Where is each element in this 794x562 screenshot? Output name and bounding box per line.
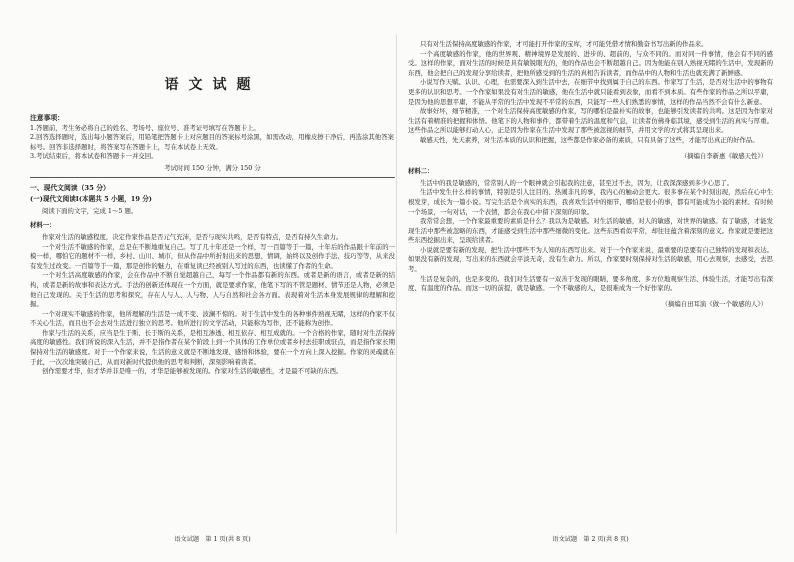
- source-citation: （摘编自李新惠《敏感天性》）: [680, 151, 767, 160]
- time-score: 考试时间 150 分钟，满分 150 分: [164, 163, 261, 172]
- notice-item: 2.回答选择题时，选出每小题答案后，用铅笔把答题卡上对应题目的答案标号涂黑，如需改动，用橡皮擦干净后，再选涂其他答案标号。回答非选择题时，将答案写在答题卡上，写在本试卷上无效。: [30, 133, 394, 151]
- page-footer-left: 语文试题 第 1 页(共 8 页): [174, 536, 251, 543]
- paragraph: 一个对现实不敏感的作家，他所理解的生活是一成不变、波澜不惊的。对于生活中发生的各种事件熟视无睹，这样的作家不仅不关心生活，而且也不会去对生活进行独立的思考。他所进行的文学活动，只能称为写作，还不能称为创作。: [30, 309, 395, 328]
- paragraph: 生活中发生什么样的事情，特别是引人注目的、热闹非凡的事，我内心的触动会更大。很多事在某个时刻出现，然后在心中生根发芽，成长为一篇小说。写完生活是个真实的东西，我喜欢生活中的细节，哪怕是很小的事，都有可能成为小说的素材。有时候一个场景，一句对话，一个表情，都会在我心中留下深刻的印象。: [408, 188, 773, 216]
- paragraph: 一个高度敏感的作家，他的世界观、精神境界是发展的、进步的、超前的，与众不同的。而对同一件事情，他会有不同的感受。这样的作家，面对生活的时候是具有敏锐眼光的，他的作品也会不断超越自己。因为他能在别人熟视无睹的生活中，发现新的东西，他会把自己的发现分享给读者，把他所感受到的生活的真相告诉读者，而作品中的人物和生活也就充满了新鲜感。: [408, 49, 773, 77]
- material-label: 材料一：: [30, 221, 56, 230]
- divider-rule: [30, 177, 395, 178]
- notice-item: 1.答题前，考生务必将自己的姓名、考场号、座位号、准考证号填写在答题卡上。: [30, 123, 260, 132]
- subsection-heading: (一)现代文阅读Ⅰ(本题共 5 小题，19 分): [30, 195, 152, 204]
- right-column: [408, 40, 773, 315]
- instruction: 阅读下面的文字，完成 1～5 题。: [42, 206, 138, 215]
- paragraph: 小说就是要有新的发现，把生活中那些不为人知的东西写出来。对于一个作家来说，最重要的是要有自己独特的发现和表达。如果没有新的发现，写出来的东西就会平淡无奇，没有生命力。所以，作家要时刻保持对生活的敏感，用心去观察，去感受，去思考。: [408, 245, 773, 274]
- paragraph: 小说写作天赋、认识、心理，也需要深入到生活中去，在细节中找到属于自己的东西。作家写了生活，是否对生活中的事物有更多的认识和思考。一个作家如果没有对生活的敏感，他在生活中就只能看到表象，而看不到本质。有些作家的作品之所以平庸，是因为他的思想平庸，不能从平常的生活中发现不平常的东西，只能写一些人们熟悉的事情，这样的作品当然不会有什么新意。: [408, 78, 773, 106]
- page-footer-right: 语文试题 第 2 页(共 8 页): [552, 536, 629, 543]
- paragraph: 生活是复杂的，也是多变的。我们对生活要有一双善于发现的眼睛，要多角度、多方位地观察生活、体验生活，才能写出有深度、有温度的作品。而这一切的前提，就是敏感。一个不敏感的人，是很难成为一个好作家的。: [408, 274, 773, 293]
- paragraph: 生活中的我是敏感的，常常别人的一个眼神就会引起我的注意，甚至过不去，因为，让我深深感到多少心思了。: [420, 178, 734, 187]
- page-title: 语文试题: [164, 77, 261, 93]
- paragraph: 创作需要才华，但才华并非是唯一的，才华是能够被发现的。作家对生活的敏感性，才是最不可缺的东西。: [42, 367, 343, 376]
- paragraph: 作家对生活的敏感程度，决定作家作品是否元气充沛，是否与现实共鸣，是否有特点，是否有持久生命力。: [42, 232, 343, 241]
- paragraph: 我常常会想，一个作家最重要的素质是什么？我以为是敏感。对生活的敏感，对人的敏感，对世界的敏感。有了敏感，才能发现生活中那些被忽略的东西，才能感受到生活中那些细微的变化。这些东西看似平常，却往往蕴含着深刻的意义。作家就是要把这些东西挖掘出来，呈现给读者。: [408, 217, 773, 245]
- left-column: [30, 40, 395, 377]
- paragraph: 作家与生活的关系，应当是生于斯、长于斯的关系，是相互渗透、相互依存、相互成就的。一个合格的作家，随时对生活保持高度的敏感性。我们所说的深入生活，并不是指作者在某个阶段上到一个具体的工作单位或者乡村去挂职或驻点，而是指作家长期保持对生活的敏感度。对于一个作家来说，生活的意义就是不断地发现、感悟和体验，要在一个方向上深入挖掘。作家的灵魂就在于此，一次次地突破自己，从而对新时代提供他的思考和判断，深刻影响着读者。: [30, 328, 395, 366]
- source-citation: （摘编自田耳演《做一个敏感的人》）: [661, 299, 767, 308]
- paragraph: 一个对生活不敏感的作家，总是在不断地重复自己。写了几十年还是一个样，写一百篇等于一篇，十年后的作品跟十年前的一模一样，哪怕它的题材不一样，乡村、山川、城市，但从作品中所折射出来的思想、情调，始终以及创作手法、技巧等等，从来没有发生过改变。一百篇等于一篇，那是创作的魅力，在重复读已经被别人写过的东西，也读懂了作者的生命。: [30, 242, 395, 270]
- notice-heading: 注意事项：: [30, 114, 64, 122]
- paragraph: 敏感天性，先天素养，对生活本质的认识和把握，这些都是作家必备的素质，只有具备了这些，才能写出真正的好作品。: [420, 135, 759, 144]
- paragraph: 一个对生活高度敏感的作家，会在作品中不断自觉超越自己，每写一个作品都有新的东西。或者是新的语言，或者是新的结构，或者是新的故事和表达方式。手法的创新还体现在一个方面，就是要求作家，他笔下写的不管是题材、情节还是人物，必须是他自己发现的。关于生活的思考和探究，存在人与人、人与物、人与自然和社会各方面。表现着对生活本身发展规律的理解和挖掘。: [30, 271, 395, 309]
- notice-item: 3.考试结束后，将本试卷和答题卡一并交回。: [30, 152, 158, 161]
- column-divider: [396, 34, 397, 534]
- notice-list: [30, 124, 395, 162]
- paragraph: 故事好坏，细节精准，一个对生活保持高度敏感的作家，写的哪怕是最朴实的故事，也能够引发读者的共鸣。这是因为作家对生活有着精准的把握和体悟。他笔下的人物和事件，都带着生活的温度和气息，让读者仿佛身临其境，感受到生活的真实与厚重。这些作品之所以能够打动人心，正是因为作家在生活中发现了那些被忽视的细节，并用文学的方式将其呈现出来。: [408, 107, 773, 135]
- material-label: 材料二：: [408, 167, 434, 176]
- section-heading: 一、现代文阅读（35 分）: [30, 183, 110, 192]
- paragraph: 只有对生活保持高度敏感的作家，才可能打开作家的宝库，才可能凭借才情和勤奋书写出新的作品来。: [420, 40, 708, 48]
